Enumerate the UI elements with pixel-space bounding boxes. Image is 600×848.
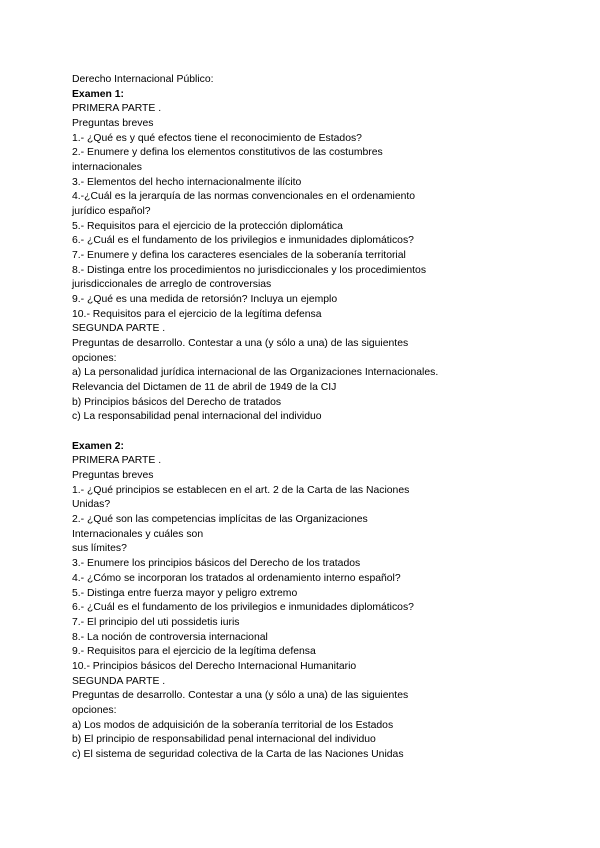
exam-2-short-questions-label: Preguntas breves — [72, 470, 154, 482]
exam-2-development-line: b) El principio de responsabilidad penal internacional del individuo — [72, 734, 376, 746]
exam-1-question-line: 3.- Elementos del hecho internacionalmente ilícito — [72, 176, 302, 188]
exam-2-development-list — [72, 689, 472, 762]
exam-1-development-line: Preguntas de desarrollo. Contestar a una (y sólo a una) de las siguientes — [72, 338, 409, 350]
exam-1-development-line: b) Principios básicos del Derecho de tratados — [72, 396, 282, 408]
exam-1-question-line: jurisdiccionales de arreglo de controversias — [72, 279, 272, 291]
exam-2-question-line: 2.- ¿Qué son las competencias implícitas de las Organizaciones — [72, 514, 368, 526]
exam-1-question-line: jurídico español? — [72, 206, 151, 218]
exam-1-question-line: 4.-¿Cuál es la jerarquía de las normas convencionales en el ordenamiento — [72, 191, 416, 203]
exam-2-question-line: 9.- Requisitos para el ejercicio de la legítima defensa — [72, 646, 316, 658]
exam-2-question-line: 7.- El principio del uti possidetis iuris — [72, 616, 240, 628]
exam-2-question-line: 4.- ¿Cómo se incorporan los tratados al ordenamiento interno español? — [72, 572, 401, 584]
exam-2-question-list — [72, 484, 472, 675]
exam-1-part-1-label: PRIMERA PARTE . — [72, 103, 162, 115]
exam-1-heading: Examen 1: — [72, 88, 124, 100]
exam-1-development-line: c) La responsabilidad penal internacional del individuo — [72, 411, 322, 423]
exam-1-question-line: 5.- Requisitos para el ejercicio de la protección diplomática — [72, 220, 343, 232]
exam-1-question-line: 10.- Requisitos para el ejercicio de la legítima defensa — [72, 308, 322, 320]
exam-1-development-list — [72, 337, 472, 425]
exam-2-development-line: c) El sistema de seguridad colectiva de la Carta de las Naciones Unidas — [72, 748, 404, 760]
exam-2-question-line: 5.- Distinga entre fuerza mayor y peligro extremo — [72, 587, 298, 599]
document-title: Derecho Internacional Público: — [72, 74, 214, 85]
exam-1-question-list — [72, 132, 472, 323]
exam-2-question-line: 10.- Principios básicos del Derecho Internacional Humanitario — [72, 660, 357, 672]
exam-1-question-line: 7.- Enumere y defina los caracteres esenciales de la soberanía territorial — [72, 250, 406, 262]
section-spacer — [72, 425, 472, 440]
exam-2-development-line: opciones: — [72, 704, 117, 716]
exam-2-question-line: sus límites? — [72, 543, 127, 555]
exam-1-question-line: 6.- ¿Cuál es el fundamento de los privilegios e inmunidades diplomáticos? — [72, 235, 414, 247]
exam-2-question-line: Internacionales y cuáles son — [72, 528, 204, 540]
exam-1-question-line: 8.- Distinga entre los procedimientos no jurisdiccionales y los procedimientos — [72, 264, 427, 276]
exam-1-question-line: internacionales — [72, 162, 142, 174]
exam-1-development-line: opciones: — [72, 352, 117, 364]
exam-2-question-line: 8.- La noción de controversia internacional — [72, 631, 268, 643]
exam-2-question-line: 1.- ¿Qué principios se establecen en el art. 2 de la Carta de las Naciones — [72, 484, 410, 496]
exam-1-question-line: 1.- ¿Qué es y qué efectos tiene el reconocimiento de Estados? — [72, 132, 362, 144]
exam-2-question-line: 6.- ¿Cuál es el fundamento de los privilegios e inmunidades diplomáticos? — [72, 602, 414, 614]
exam-2-development-line: a) Los modos de adquisición de la soberanía territorial de los Estados — [72, 719, 394, 731]
exam-2-question-line: 3.- Enumere los principios básicos del Derecho de los tratados — [72, 558, 361, 570]
exam-1-development-line: Relevancia del Dictamen de 11 de abril de 1949 de la CIJ — [72, 382, 337, 394]
exam-1-question-line: 2.- Enumere y defina los elementos constitutivos de las costumbres — [72, 147, 383, 159]
exam-1-part-2-label: SEGUNDA PARTE . — [72, 323, 166, 335]
exam-2-part-1-label: PRIMERA PARTE . — [72, 455, 162, 467]
exam-2-part-2-label: SEGUNDA PARTE . — [72, 675, 166, 687]
exam-2-heading: Examen 2: — [72, 440, 124, 452]
exam-1-development-line: a) La personalidad jurídica internacional de las Organizaciones Internacionales. — [72, 367, 439, 379]
exam-2-development-line: Preguntas de desarrollo. Contestar a una (y sólo a una) de las siguientes — [72, 690, 409, 702]
document-page — [72, 73, 472, 763]
exam-2-question-line: Unidas? — [72, 499, 111, 511]
exam-1-short-questions-label: Preguntas breves — [72, 118, 154, 130]
exam-1-question-line: 9.- ¿Qué es una medida de retorsión? Incluya un ejemplo — [72, 294, 338, 306]
